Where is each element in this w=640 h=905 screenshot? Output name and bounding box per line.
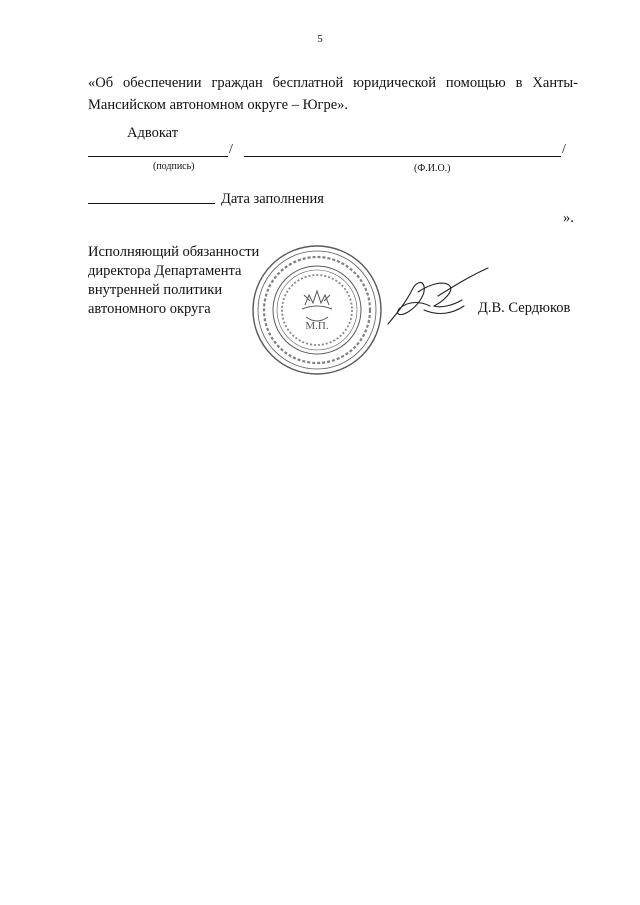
signatory-name: Д.В. Сердюков xyxy=(478,300,571,316)
position-line: внутренней политики xyxy=(88,282,223,298)
signatory-position xyxy=(88,243,259,319)
closing-quote: ». xyxy=(563,210,574,226)
position-line: Исполняющий обязанности xyxy=(88,244,260,260)
signature-line xyxy=(88,156,228,157)
seal-center-text: М.П. xyxy=(305,320,329,332)
date-label: Дата заполнения xyxy=(221,191,324,207)
role-label: Адвокат xyxy=(127,125,179,141)
position-line: директора Департамента xyxy=(88,263,242,279)
date-line xyxy=(88,203,215,204)
separator-slash: / xyxy=(229,142,233,157)
signature-caption: (подпись) xyxy=(153,161,195,172)
handwritten-signature xyxy=(378,262,493,332)
official-seal xyxy=(250,243,385,378)
end-slash: / xyxy=(562,142,566,157)
position-line: автономного округа xyxy=(88,301,211,317)
intro-paragraph xyxy=(88,72,578,116)
name-line xyxy=(244,156,561,157)
intro-line-1: «Об обеспечении граждан бесплатной юридической помощью в Ханты- xyxy=(88,75,578,91)
intro-line-2: Мансийском автономном округе – Югре». xyxy=(88,97,349,113)
name-caption: (Ф.И.О.) xyxy=(414,163,451,174)
page-number: 5 xyxy=(317,33,323,45)
